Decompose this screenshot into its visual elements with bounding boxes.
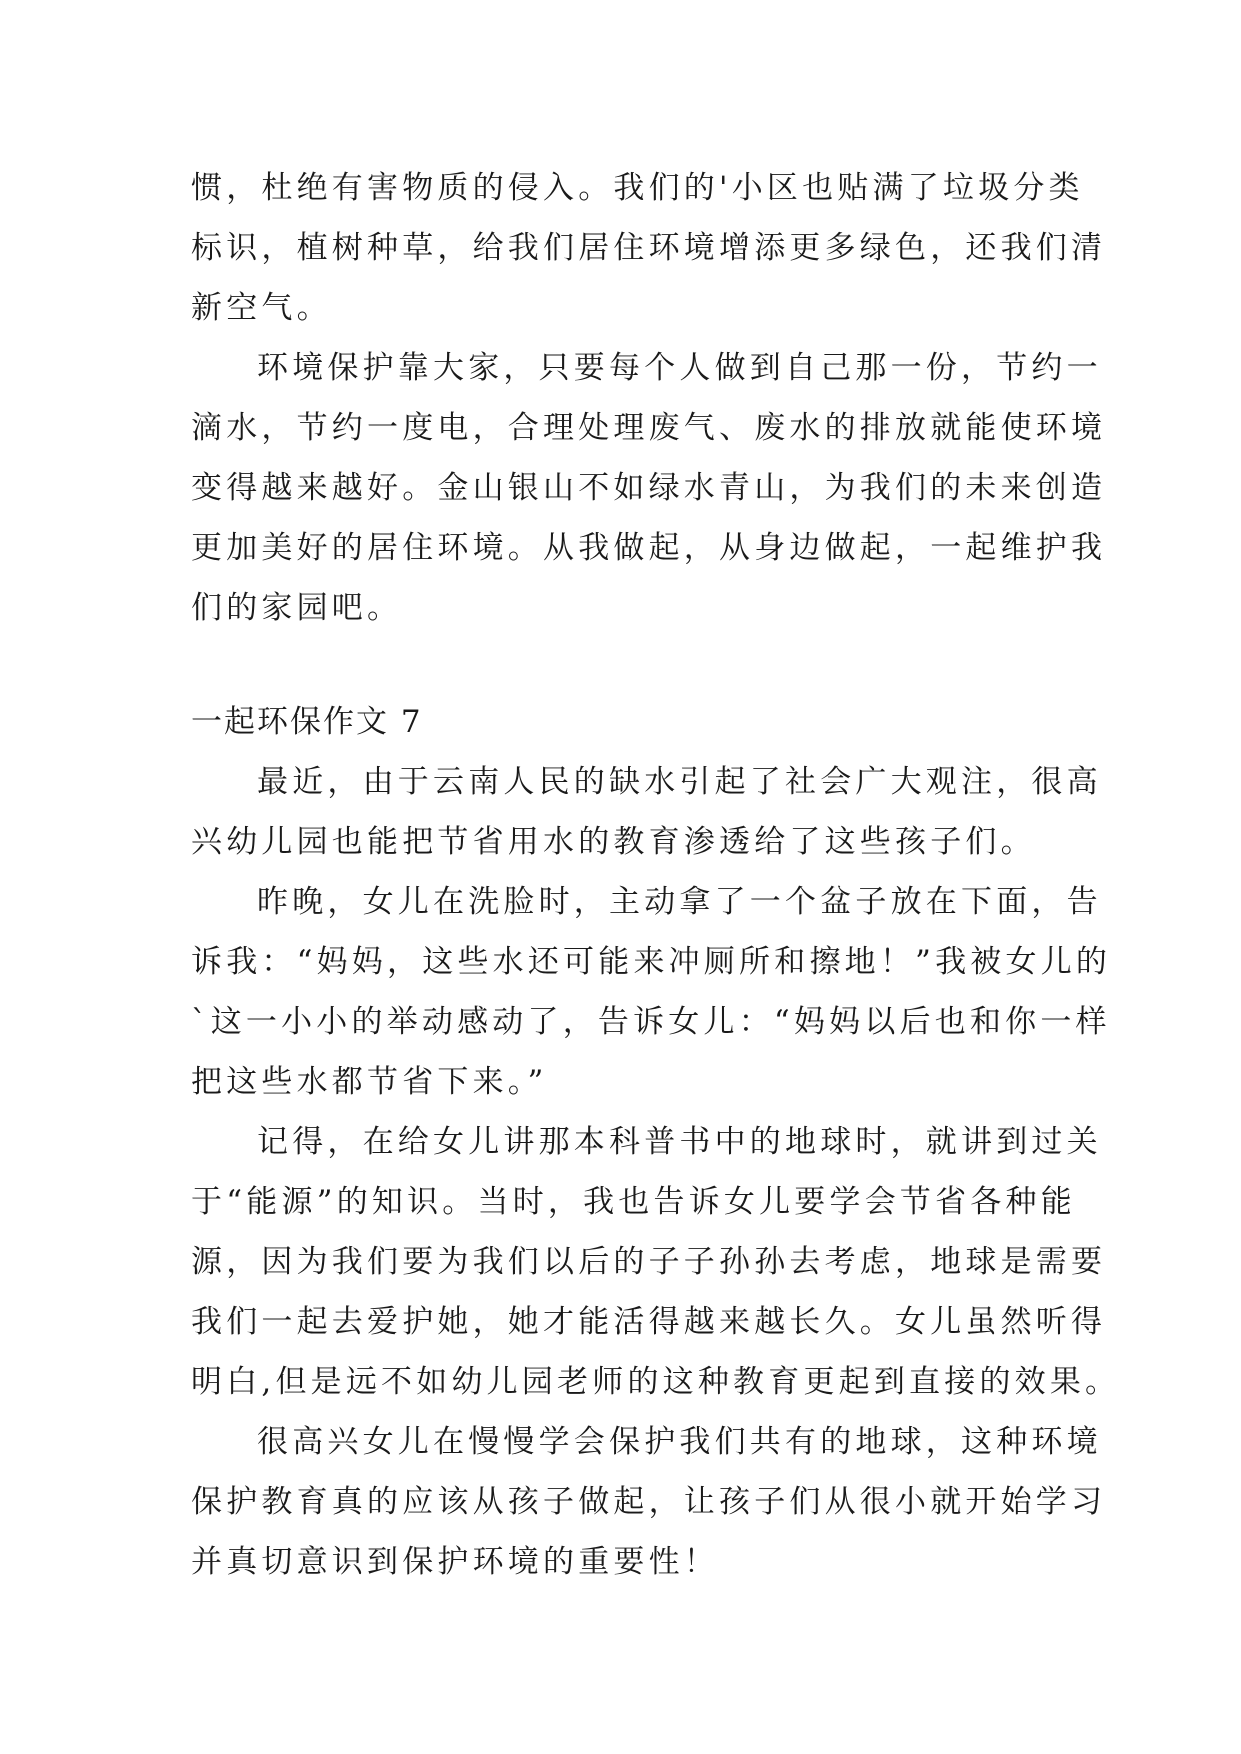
- text-line: 新空气。: [191, 290, 332, 326]
- text-line: 变得越来越好。金山银山不如绿水青山，为我们的未来创造: [191, 470, 1107, 506]
- paragraph: [191, 338, 1107, 638]
- text-line: 很高兴女儿在慢慢学会保护我们共有的地球，这种环境: [257, 1424, 1102, 1460]
- text-line: 把这些水都节省下来。”: [191, 1064, 548, 1100]
- text-line: 滴水，节约一度电，合理处理废气、废水的排放就能使环境: [191, 410, 1107, 446]
- text-line: 源，因为我们要为我们以后的子子孙孙去考虑，地球是需要: [191, 1244, 1107, 1280]
- paragraph: [191, 752, 1102, 872]
- text-line: 保护教育真的应该从孩子做起，让孩子们从很小就开始学习: [191, 1484, 1107, 1520]
- text-line: 昨晚，女儿在洗脸时，主动拿了一个盆子放在下面，告: [257, 884, 1102, 920]
- document-page: [191, 158, 1121, 1592]
- text-line: 更加美好的居住环境。从我做起，从身边做起，一起维护我: [191, 530, 1107, 566]
- text-line: 最近，由于云南人民的缺水引起了社会广大观注，很高: [257, 764, 1102, 800]
- text-line: `这一小小的举动感动了，告诉女儿：“妈妈以后也和你一样: [191, 1004, 1111, 1040]
- paragraph-continued: [191, 158, 1107, 338]
- paragraph: [191, 1412, 1107, 1592]
- text-line: 标识，植树种草，给我们居住环境增添更多绿色，还我们清: [191, 230, 1107, 266]
- text-line: 们的家园吧。: [191, 590, 403, 626]
- text-line: 惯，杜绝有害物质的侵入。我们的'小区也贴满了垃圾分类: [191, 170, 1084, 206]
- text-line: 环境保护靠大家，只要每个人做到自己那一份，节约一: [257, 350, 1102, 386]
- section-title: 一起环保作文 7: [191, 704, 423, 740]
- paragraph: [191, 1112, 1121, 1412]
- text-line: 于“能源”的知识。当时，我也告诉女儿要学会节省各种能: [191, 1184, 1076, 1220]
- section-spacer: [191, 638, 1051, 692]
- text-line: 我们一起去爱护她，她才能活得越来越长久。女儿虽然听得: [191, 1304, 1107, 1340]
- text-line: 明白,但是远不如幼儿园老师的这种教育更起到直接的效果。: [191, 1364, 1121, 1400]
- paragraph: [191, 872, 1112, 1112]
- text-line: 兴幼儿园也能把节省用水的教育渗透给了这些孩子们。: [191, 824, 1036, 860]
- text-line: 诉我：“妈妈，这些水还可能来冲厕所和擦地！”我被女儿的: [191, 944, 1112, 980]
- text-line: 并真切意识到保护环境的重要性！: [191, 1544, 719, 1580]
- text-line: 记得，在给女儿讲那本科普书中的地球时，就讲到过关: [257, 1124, 1102, 1160]
